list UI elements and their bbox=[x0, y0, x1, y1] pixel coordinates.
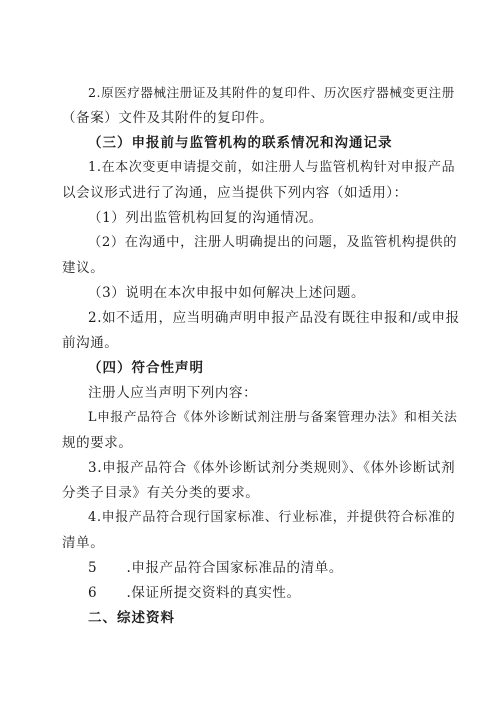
text-line: 规的要求。 bbox=[62, 435, 133, 451]
text-line: 分类子目录》有关分类的要求。 bbox=[62, 485, 260, 501]
text-line: 2.如不适用，应当明确声明申报产品没有既往申报和/或申报 bbox=[88, 310, 460, 326]
text-line: 5 .申报产品符合国家标准品的清单。 bbox=[88, 560, 343, 576]
text-line: 建议。 bbox=[62, 260, 105, 276]
text-line: （1）列出监管机构回复的沟通情况。 bbox=[88, 210, 323, 226]
text-line: L申报产品符合《体外诊断试剂注册与备案管理办法》和相关法 bbox=[88, 410, 458, 425]
text-line: 4.申报产品符合现行国家标准、行业标准，并提供符合标准的 bbox=[88, 510, 456, 525]
text-line: 清单。 bbox=[62, 535, 105, 551]
text-line: （2）在沟通中，注册人明确提出的问题，及监管机构提供的 bbox=[88, 235, 458, 250]
text-line: 以会议形式进行了沟通，应当提供下列内容（如适用）： bbox=[62, 185, 408, 201]
text-line: 前沟通。 bbox=[62, 335, 119, 351]
text-line: （备案）文件及其附件的复印件。 bbox=[62, 110, 274, 126]
text-line: 3.申报产品符合《体外诊断试剂分类规则》、《体外诊断试剂 bbox=[88, 460, 456, 476]
section-heading: （三）申报前与监管机构的联系情况和沟通记录 bbox=[88, 135, 393, 151]
chapter-heading: 二、综述资料 bbox=[88, 610, 175, 626]
text-line: 2.原医疗器械注册证及其附件的复印件、历次医疗器械变更注册 bbox=[88, 85, 455, 100]
text-line: （3）说明在本次申报中如何解决上述问题。 bbox=[88, 285, 366, 301]
text-line: 6 .保证所提交资料的真实性。 bbox=[88, 585, 301, 601]
text-line: 1.在本次变更申请提交前，如注册人与监管机构针对申报产品 bbox=[88, 160, 456, 175]
text-line: 注册人应当声明下列内容： bbox=[88, 385, 258, 401]
section-heading: （四）符合性声明 bbox=[88, 360, 204, 376]
